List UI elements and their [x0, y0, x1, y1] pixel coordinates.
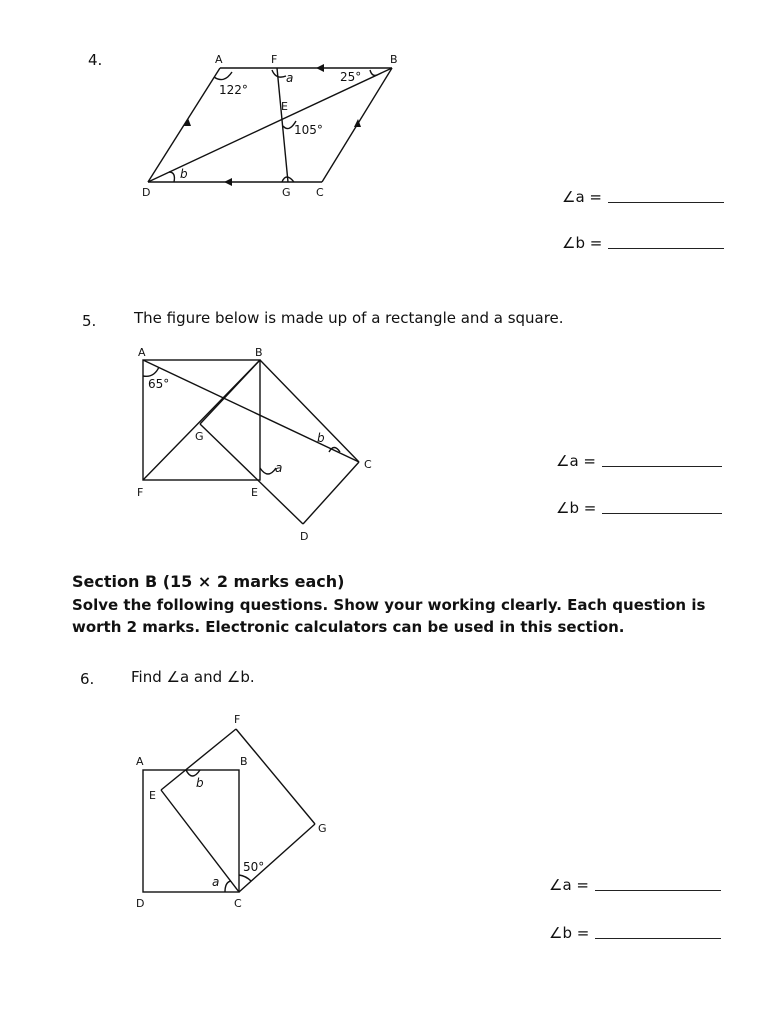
q4-answer-a-label: ∠a = — [562, 188, 602, 206]
q5-answer-a — [556, 452, 722, 470]
q5-label-f: F — [137, 486, 144, 499]
q5-arc-65 — [143, 367, 159, 376]
q4-angle-a: a — [286, 71, 294, 85]
q5-number: 5. — [82, 312, 97, 330]
q5-answer-b-label: ∠b = — [556, 499, 597, 517]
q4-angle-b: b — [180, 167, 188, 181]
q4-answer-b-blank[interactable] — [608, 247, 724, 249]
q5-side-cd — [303, 462, 359, 524]
q4-label-e: E — [281, 100, 288, 113]
q4-label-a: A — [215, 53, 223, 66]
q6-side-fg — [236, 729, 315, 824]
q6-number: 6. — [80, 670, 95, 688]
q4-number: 4. — [88, 51, 103, 69]
q6-angle-b: b — [196, 776, 204, 790]
q5-side-dg — [200, 424, 303, 524]
q6-answer-b-label: ∠b = — [549, 924, 590, 942]
q6-side-ce — [161, 790, 239, 892]
q6-arc-50 — [239, 875, 251, 881]
q5-angle-65: 65° — [148, 377, 170, 391]
q6-angle-50: 50° — [243, 860, 265, 874]
q6-label-b: B — [240, 755, 248, 768]
q5-text: The figure below is made up of a rectangle and a square. — [134, 309, 564, 327]
q4-line-fg — [277, 68, 288, 182]
q5-label-e: E — [251, 486, 258, 499]
q6-label-e: E — [149, 789, 156, 802]
q6-side-gc — [239, 824, 315, 892]
q5-label-c: C — [364, 458, 372, 471]
q4-answer-b-label: ∠b = — [562, 234, 603, 252]
q6-text: Find ∠a and ∠b. — [131, 668, 255, 686]
section-b-instructions: Solve the following questions. Show your working clearly. Each question is worth 2 marks. Electronic calculators can be used in this section. — [72, 596, 706, 636]
q5-answer-a-label: ∠a = — [556, 452, 596, 470]
q6-answer-a — [549, 876, 721, 894]
q6-answer-b — [549, 924, 721, 942]
q6-label-c: C — [234, 897, 242, 910]
q4-answer-a — [562, 188, 724, 206]
q6-answer-b-blank[interactable] — [595, 937, 721, 939]
q4-label-g: G — [282, 186, 291, 199]
q6-answer-a-blank[interactable] — [595, 889, 721, 891]
q4-arrow-ad — [184, 118, 191, 126]
q5-answer-a-blank[interactable] — [602, 465, 722, 467]
q5-angle-a: a — [275, 461, 283, 475]
q4-arc-25 — [370, 70, 377, 75]
q6-arc-a — [225, 881, 231, 892]
q4-arrow-dc — [224, 178, 232, 186]
q5-side-bc — [260, 360, 359, 462]
section-b-title: Section B (15 × 2 marks each) — [72, 572, 345, 591]
q6-label-d: D — [136, 897, 145, 910]
q5-angle-b: b — [317, 431, 325, 445]
q4-arc-a — [272, 70, 286, 77]
q4-label-c: C — [316, 186, 324, 199]
q5-arc-a — [260, 468, 276, 474]
q4-angle-25: 25° — [340, 70, 362, 84]
q4-answer-b — [562, 234, 724, 252]
q5-answer-b-blank[interactable] — [602, 512, 722, 514]
q4-angle-122: 122° — [219, 83, 248, 97]
q6-label-a: A — [136, 755, 144, 768]
q4-answer-a-blank[interactable] — [608, 201, 724, 203]
q6-angle-a: a — [212, 875, 220, 889]
q4-arc-b — [169, 172, 174, 182]
q5-answer-b — [556, 499, 722, 517]
q5-label-d: D — [300, 530, 309, 543]
q4-angle-105: 105° — [294, 123, 323, 137]
q5-label-b: B — [255, 346, 263, 359]
q6-answer-a-label: ∠a = — [549, 876, 589, 894]
q6-label-f: F — [234, 713, 241, 726]
q4-label-b: B — [390, 53, 398, 66]
q5-label-a: A — [138, 346, 146, 359]
q4-label-f: F — [271, 53, 278, 66]
q6-label-g: G — [318, 822, 327, 835]
q4-label-d: D — [142, 186, 151, 199]
q5-label-g: G — [195, 430, 204, 443]
q4-arrow-ab — [316, 64, 324, 72]
